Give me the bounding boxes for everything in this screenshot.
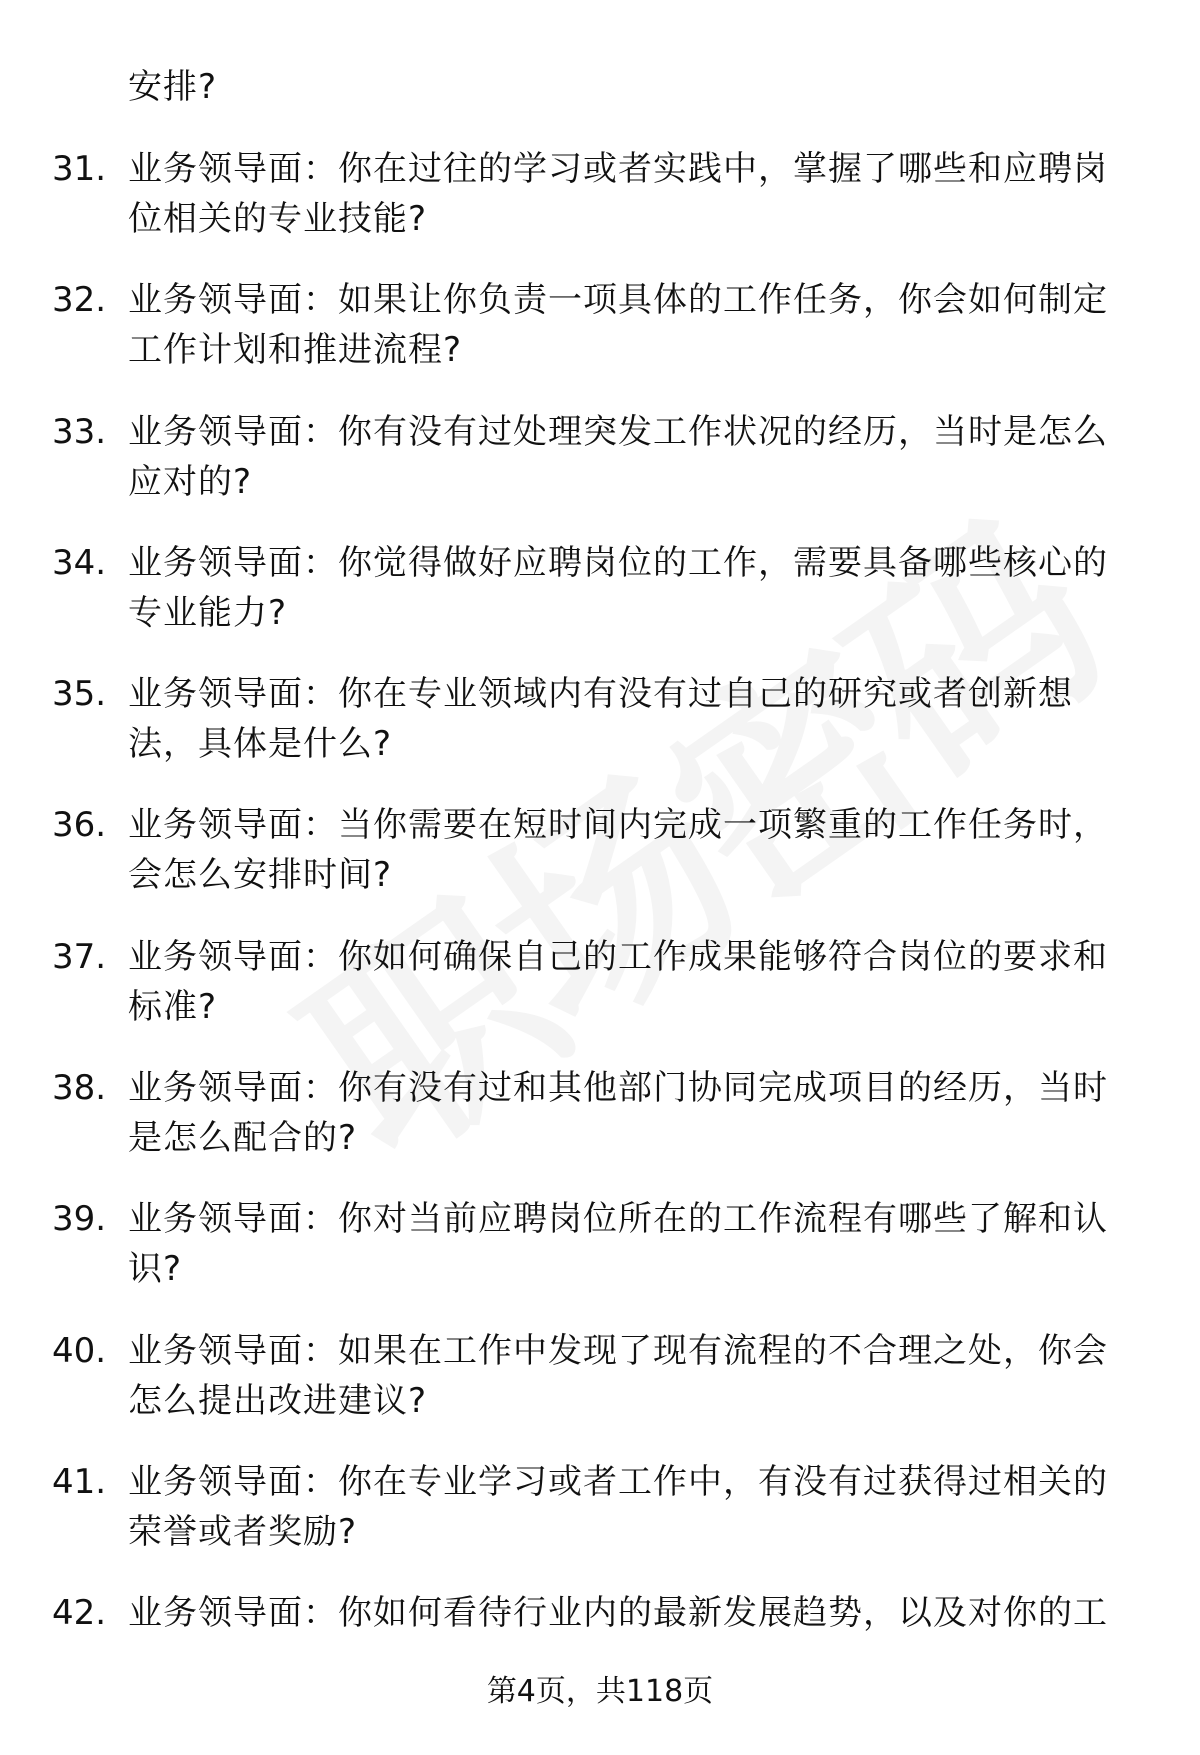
- question-item: [0, 1318, 1200, 1449]
- question-number: 41.: [52, 1461, 107, 1502]
- question-item: [0, 1449, 1200, 1580]
- question-item: [0, 661, 1200, 792]
- question-text: 业务领导面：你有没有过和其他部门协同完成项目的经历，当时 是怎么配合的?: [128, 1068, 1108, 1159]
- question-number: 42.: [52, 1593, 107, 1634]
- continuation-text: 安排?: [128, 67, 218, 107]
- question-number: 38.: [52, 1068, 107, 1109]
- question-item: [0, 136, 1200, 267]
- question-text: 业务领导面：你在专业领域内有没有过自己的研究或者创新想 法，具体是什么?: [128, 674, 1073, 765]
- question-text: 业务领导面：你在专业学习或者工作中，有没有过获得过相关的 荣誉或者奖励?: [128, 1461, 1108, 1552]
- question-item: [0, 792, 1200, 923]
- question-item: [0, 1055, 1200, 1186]
- question-text: 业务领导面：你如何确保自己的工作成果能够符合岗位的要求和 标准?: [128, 936, 1108, 1027]
- question-item: [0, 267, 1200, 398]
- question-item: [0, 1186, 1200, 1317]
- question-number: 35.: [52, 674, 107, 715]
- question-number: 37.: [52, 936, 107, 977]
- question-text: 业务领导面：你如何看待行业内的最新发展趋势，以及对你的工: [128, 1593, 1108, 1634]
- question-list: [0, 136, 1200, 1712]
- question-text: 业务领导面：你觉得做好应聘岗位的工作，需要具备哪些核心的 专业能力?: [128, 542, 1108, 633]
- question-number: 34.: [52, 542, 107, 583]
- question-item: [0, 924, 1200, 1055]
- question-text: 业务领导面：如果让你负责一项具体的工作任务，你会如何制定 工作计划和推进流程?: [128, 280, 1108, 371]
- question-item: [0, 530, 1200, 661]
- question-text: 业务领导面：你对当前应聘岗位所在的工作流程有哪些了解和认 识?: [128, 1199, 1108, 1290]
- page-footer: 第4页，共118页: [486, 1674, 714, 1709]
- question-number: 32.: [52, 280, 107, 321]
- question-number: 33.: [52, 411, 107, 452]
- question-text: 业务领导面：你在过往的学习或者实践中，掌握了哪些和应聘岗 位相关的专业技能?: [128, 149, 1108, 239]
- question-text: 业务领导面：当你需要在短时间内完成一项繁重的工作任务时， 会怎么安排时间?: [128, 805, 1108, 896]
- question-item: [0, 399, 1200, 530]
- question-text: 业务领导面：如果在工作中发现了现有流程的不合理之处，你会 怎么提出改进建议?: [128, 1330, 1108, 1421]
- question-text: 业务领导面：你有没有过处理突发工作状况的经历，当时是怎么 应对的?: [128, 411, 1108, 502]
- question-number: 31.: [52, 149, 107, 189]
- question-number: 39.: [52, 1199, 107, 1240]
- question-number: 40.: [52, 1330, 107, 1371]
- question-number: 36.: [52, 805, 107, 846]
